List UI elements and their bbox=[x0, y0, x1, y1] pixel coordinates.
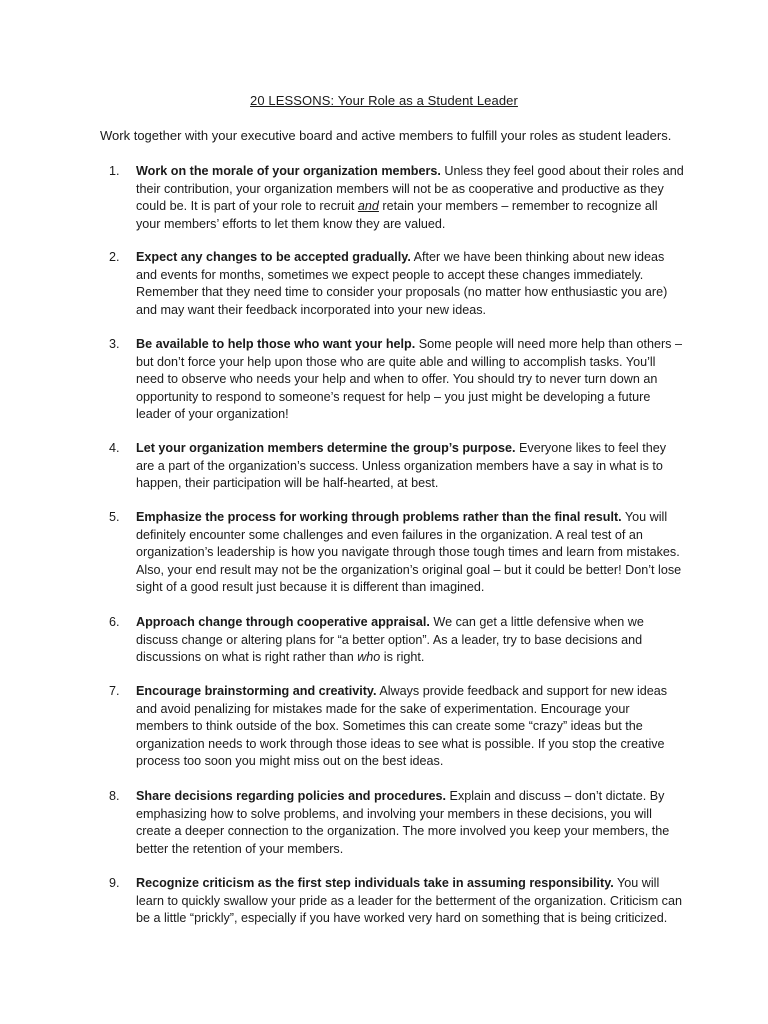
lesson-number: 5. bbox=[109, 510, 120, 524]
lesson-heading: Let your organization members determine the group’s purpose. bbox=[136, 441, 516, 455]
lesson-item-2 bbox=[109, 249, 684, 319]
lesson-text bbox=[136, 875, 684, 928]
lesson-body: is right. bbox=[380, 650, 425, 664]
lesson-number: 3. bbox=[109, 337, 120, 351]
lesson-item-9 bbox=[109, 875, 684, 928]
lesson-text bbox=[136, 683, 684, 771]
lesson-heading: Be available to help those who want your help. bbox=[136, 337, 416, 351]
lesson-item-4 bbox=[109, 440, 684, 493]
lesson-body: Some people will need more help than others – but don’t force your help upon those who are quite able and willing to accomplish tasks. You’ll need to observe who needs your help and when to offer. You should try to never turn down an opportunity to respond to someone’s request for help – you just might be developing a future leader of your organization! bbox=[136, 337, 682, 421]
lesson-number: 8. bbox=[109, 789, 120, 803]
lesson-number: 1. bbox=[109, 164, 120, 178]
lesson-item-3 bbox=[109, 336, 684, 424]
lesson-item-6 bbox=[109, 614, 684, 667]
lesson-number: 6. bbox=[109, 615, 120, 629]
lesson-heading: Approach change through cooperative appraisal. bbox=[136, 615, 430, 629]
lesson-heading: Work on the morale of your organization members. bbox=[136, 164, 441, 178]
lesson-number: 9. bbox=[109, 876, 120, 890]
lesson-text bbox=[136, 163, 684, 233]
lesson-heading: Encourage brainstorming and creativity. bbox=[136, 684, 377, 698]
lesson-number: 4. bbox=[109, 441, 120, 455]
lesson-body: After we have been thinking about new ideas and events for months, sometimes we expect people to accept these changes immediately. Remember that they need time to consider your proposals (no matter how enthusiastic you are) and may want their feedback incorporated into your new ideas. bbox=[136, 250, 668, 317]
lesson-body: You will definitely encounter some challenges and even failures in the organization. A real test of an organization’s leadership is how you navigate through those tough times and learn from mistakes. Also, your end result may not be the organization’s original goal – but it could be better! Don’t lose sight of a good result just because it is different than imagined. bbox=[136, 510, 682, 594]
lesson-body: retain your members – remember to recognize all your members’ efforts to let them know they are valued. bbox=[136, 199, 658, 231]
lesson-text bbox=[136, 249, 684, 319]
lesson-body: Unless they feel good about their roles and their contribution, your organization members will not be as cooperative and productive as they could be. It is part of your role to recruit bbox=[136, 164, 684, 213]
lesson-item-8 bbox=[109, 788, 684, 858]
lesson-heading: Emphasize the process for working through problems rather than the final result. bbox=[136, 510, 622, 524]
lesson-body: Everyone likes to feel they are a part of the organization’s success. Unless organization members have a say in what is to happen, their participation will be half-hearted, at best. bbox=[136, 441, 667, 490]
lesson-heading: Expect any changes to be accepted gradually. bbox=[136, 250, 411, 264]
page-title: 20 LESSONS: Your Role as a Student Leader bbox=[250, 93, 518, 108]
lesson-emphasis: and bbox=[357, 199, 379, 213]
lesson-heading: Share decisions regarding policies and procedures. bbox=[136, 789, 447, 803]
lesson-text bbox=[136, 614, 684, 667]
lesson-item-5 bbox=[109, 509, 684, 597]
lesson-text bbox=[136, 788, 684, 858]
lesson-body: Explain and discuss – don’t dictate. By emphasizing how to solve problems, and involving your members in these decisions, you will create a deeper connection to the organization. The more involved you keep your members, the better the retention of your members. bbox=[136, 789, 670, 856]
lesson-text bbox=[136, 440, 684, 493]
lesson-text bbox=[136, 509, 684, 597]
intro-paragraph: Work together with your executive board and active members to fulfill your roles as student leaders. bbox=[100, 128, 672, 143]
lesson-body: We can get a little defensive when we discuss change or altering plans for “a better option”. As a leader, try to base decisions and discussions on what is right rather than bbox=[136, 615, 644, 664]
lesson-emphasis: who bbox=[357, 650, 381, 664]
lesson-heading: Recognize criticism as the first step individuals take in assuming responsibility. bbox=[136, 876, 614, 890]
lesson-number: 2. bbox=[109, 250, 120, 264]
lesson-item-7 bbox=[109, 683, 684, 771]
lesson-body: Always provide feedback and support for new ideas and avoid penalizing for mistakes made for the sake of experimentation. Encourage your members to think outside of the box. Sometimes this can create some “crazy” ideas but the organization needs to work through those ideas to see what is possible. If you stop the creative process too soon you might miss out on the best ideas. bbox=[136, 684, 668, 768]
lesson-body: You will learn to quickly swallow your pride as a leader for the betterment of the organization. Criticism can be a little “prickly”, especially if you have worked very hard on something that is being criticized. bbox=[136, 876, 682, 925]
lesson-item-1 bbox=[109, 163, 684, 233]
lesson-text bbox=[136, 336, 684, 424]
lesson-number: 7. bbox=[109, 684, 120, 698]
